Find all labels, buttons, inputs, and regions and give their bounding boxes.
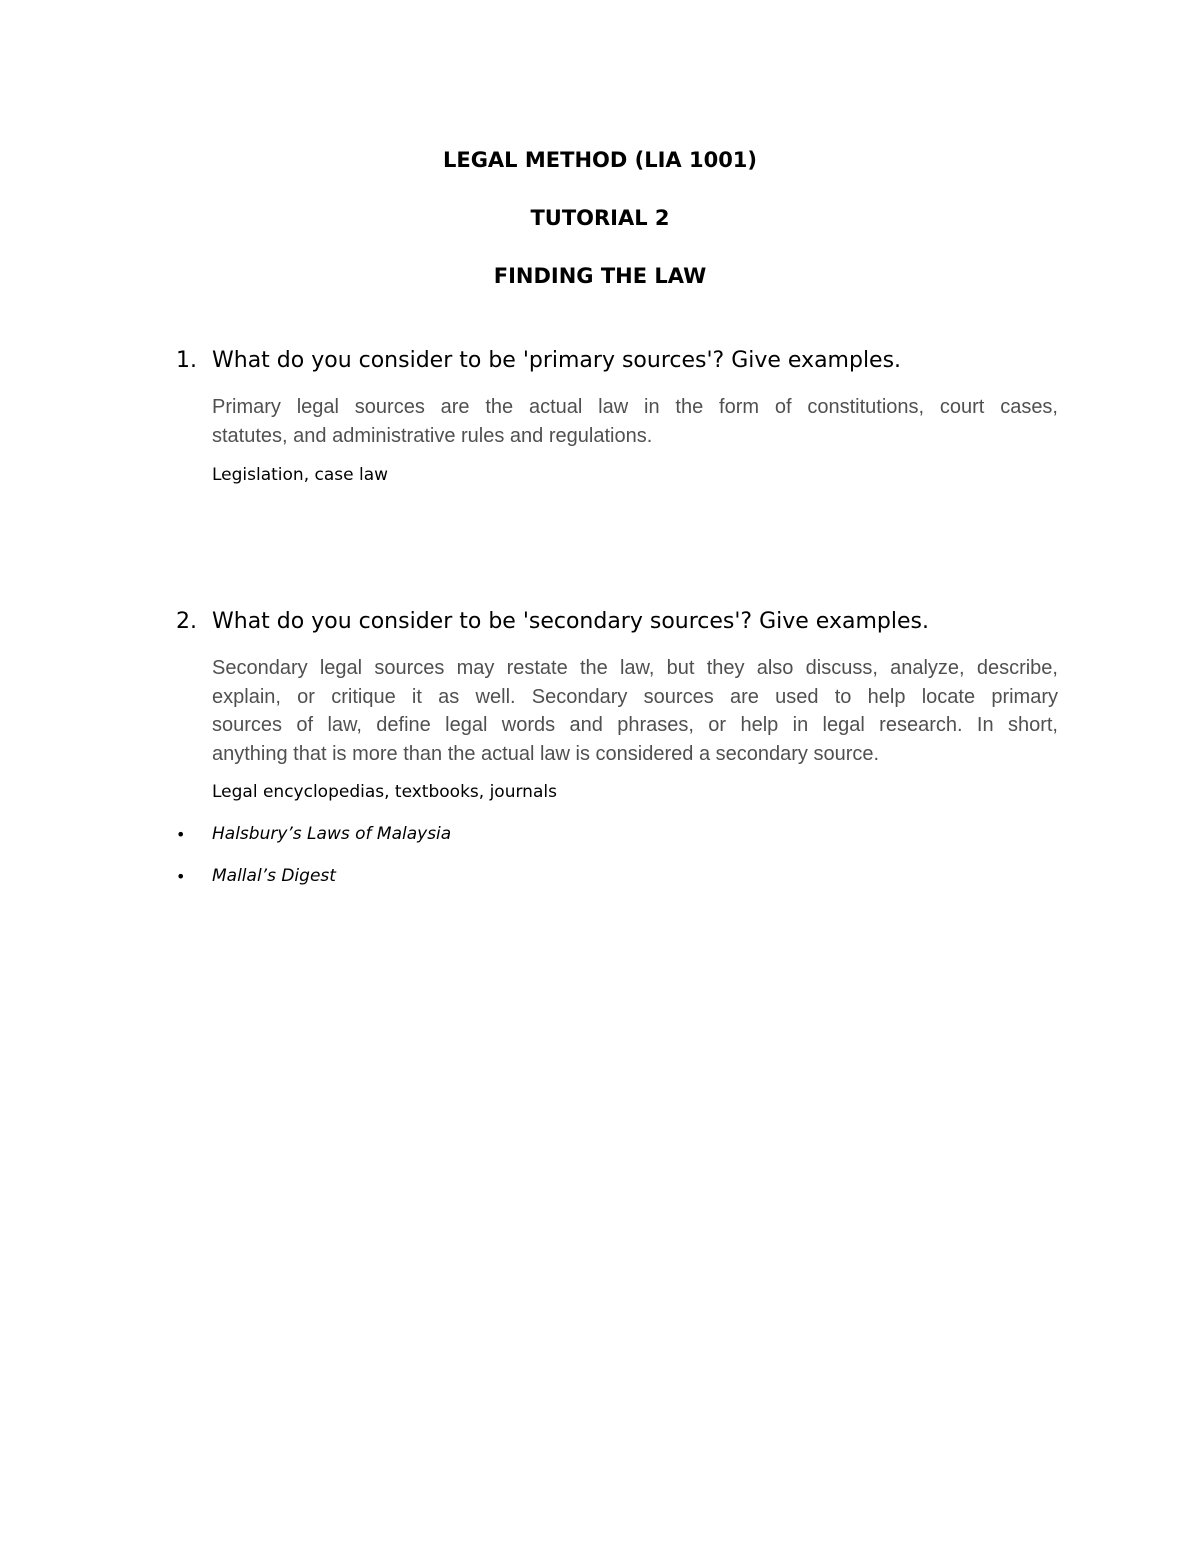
bullet-icon: • xyxy=(176,825,186,844)
answer-2-line: Secondary legal sources may restate the law, but they also discuss, analyze, describe, xyxy=(212,657,1058,679)
answer-2-line: explain, or critique it as well. Secondary sources are used to help locate primary xyxy=(212,685,1058,708)
answer-2-paragraph xyxy=(212,654,1058,768)
answer-1-line: statutes, and administrative rules and regulations. xyxy=(212,424,653,447)
answer-1-paragraph xyxy=(212,393,1058,450)
answer-1-line: Primary legal sources are the actual law in the form of constitutions, court cases, xyxy=(212,396,1058,418)
question-2-examples: Legal encyclopedias, textbooks, journals xyxy=(212,782,557,802)
bullet-item-halsbury: Halsbury’s Laws of Malaysia xyxy=(212,824,452,844)
bullet-icon: • xyxy=(176,867,186,886)
question-1-number: 1. xyxy=(176,348,197,373)
bullet-item-mallal: Mallal’s Digest xyxy=(212,866,336,886)
question-1-text: What do you consider to be 'primary sources'? Give examples. xyxy=(212,348,902,373)
tutorial-title: TUTORIAL 2 xyxy=(530,206,670,230)
question-2-number: 2. xyxy=(176,609,197,634)
topic-title: FINDING THE LAW xyxy=(493,264,707,288)
question-1-examples: Legislation, case law xyxy=(212,465,389,485)
course-title: LEGAL METHOD (LIA 1001) xyxy=(442,148,758,172)
answer-2-line: anything that is more than the actual law is considered a secondary source. xyxy=(212,742,880,765)
answer-2-line: sources of law, define legal words and phrases, or help in legal research. In short, xyxy=(212,714,1058,736)
question-2-text: What do you consider to be 'secondary sources'? Give examples. xyxy=(212,609,929,634)
